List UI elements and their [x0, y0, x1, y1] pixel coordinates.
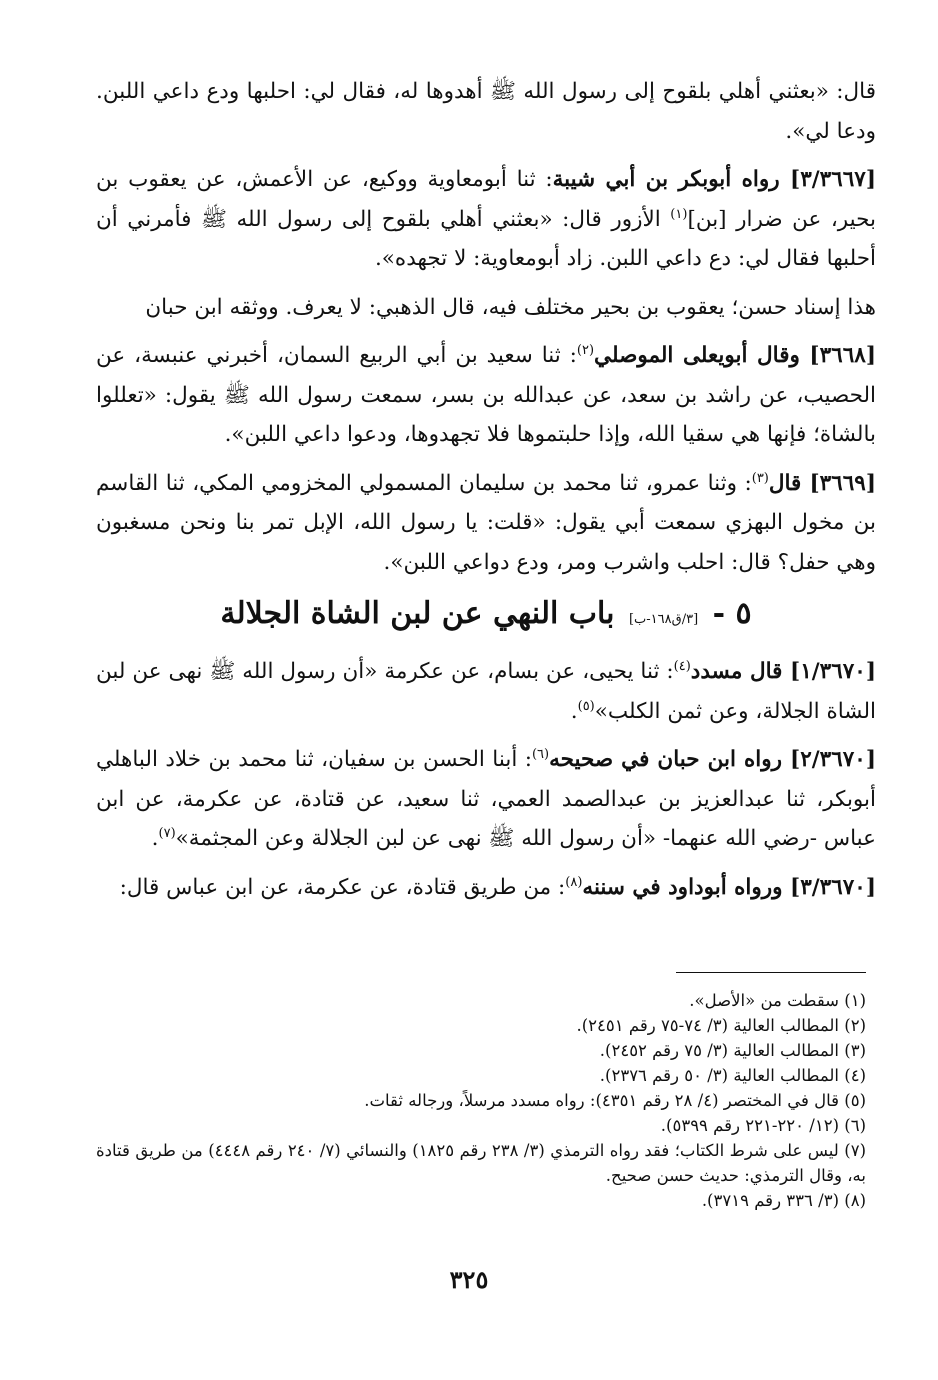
paragraph	[96, 160, 876, 279]
footnote-ref: (٦)	[531, 746, 550, 762]
chapter-heading	[96, 592, 876, 642]
footnote-ref: (٤)	[673, 658, 691, 674]
footnote-ref: (١)	[670, 206, 688, 222]
hadith-lead: [١/٣٦٧٠] قال مسدد	[690, 659, 876, 684]
paragraph-text: الأزور قال: «بعثني أهلي بلقوح إلى رسول الله ﷺ فأمرني أن أحلبها فقال لي: دع داعي اللبن. زاد أبومعاوية: لا تجهده».	[96, 206, 876, 271]
paragraph	[96, 336, 876, 455]
hadith-lead: [٢/٣٦٧٠] رواه ابن حبان في صحيحه	[549, 747, 876, 772]
footnote: (١) سقطت من «الأصل».	[689, 991, 866, 1010]
paragraph-end: .	[151, 826, 159, 851]
footnote-ref: (٢)	[576, 342, 595, 358]
footnote-ref: (٣)	[751, 470, 769, 486]
manuscript-note: [٣/ق١٦٨-ب]	[628, 612, 699, 627]
chapter-number: ٥ -	[712, 596, 752, 631]
paragraph-text: : ثنا سعيد بن أبي الربيع السمان، أخبرني عنبسة، عن الحصيب، عن راشد بن سعد، عن عبدالله بن بسر، سمعت رسول الله ﷺ يقول: «تعللوا بالشاة؛ فإنها هي سقيا الله، وإذا حلبتموها فلا تجهدوها، ودعوا داعي اللبن».	[96, 343, 876, 447]
footnote: (٨) (٣/ ٣٣٦ رقم ٣٧١٩).	[701, 1191, 866, 1210]
footnote-divider	[676, 972, 866, 973]
paragraph	[96, 464, 876, 583]
footnote-ref: (٧)	[158, 825, 176, 841]
hadith-lead: [٣٦٦٨] وقال أبويعلى الموصلي	[594, 343, 876, 368]
footnote: (٥) قال في المختصر (٤/ ٢٨ رقم ٤٣٥١): رواه مسدد مرسلاً، ورجاله ثقات.	[364, 1091, 866, 1110]
paragraph-text: : وثنا عمرو، ثنا محمد بن سليمان المسمولي المخزومي المكي، ثنا القاسم بن مخول البهزي سمعت أبي يقول: «قلت: يا رسول الله، الإبل تمر بنا ونحن مسغبون وهي حفل؟ قال: احلب واشرب ومر، ودع دواعي اللبن».	[96, 470, 876, 575]
paragraph-text: : أبنا الحسن بن سفيان، ثنا محمد بن خلاد الباهلي أبوبكر، ثنا عبدالعزيز بن عبدالصمد العمي، ثنا سعيد، عن قتادة، عن عكرمة، عن ابن عباس -رضي الله عنهما- «أن رسول الله ﷺ نهى عن لبن الجلالة وعن المجثمة»	[96, 747, 876, 851]
paragraph	[96, 72, 876, 151]
chapter-title: باب النهي عن لبن الشاة الجلالة	[220, 596, 615, 631]
paragraph-text: قال: «بعثني أهلي بلقوح إلى رسول الله ﷺ أهدوها له، فقال لي: احلبها ودع داعي اللبن. ودعا لي».	[96, 79, 876, 144]
hadith-lead: [٣٦٦٩] قال	[768, 470, 877, 496]
page-number: ٣٢٥	[449, 1265, 489, 1294]
main-text	[96, 72, 876, 916]
footnote: (٣) المطالب العالية (٣/ ٧٥ رقم ٢٤٥٢).	[599, 1041, 866, 1060]
footnote: (٢) المطالب العالية (٣/ ٧٤-٧٥ رقم ٢٤٥١).	[576, 1016, 866, 1035]
paragraph-text: : ثنا يحيى، عن بسام، عن عكرمة «أن رسول الله ﷺ نهى عن لبن الشاة الجلالة، وعن ثمن الكلب»	[96, 659, 876, 724]
paragraph-end: .	[570, 698, 578, 724]
paragraph	[96, 740, 876, 859]
footnote: (٧) ليس على شرط الكتاب؛ فقد رواه الترمذي (٣/ ٢٣٨ رقم ١٨٢٥) والنسائي (٧/ ٢٤٠ رقم ٤٤٤٨) من طريق قتادة به، وقال الترمذي: حديث حسن صحيح.	[96, 1141, 866, 1185]
paragraph	[96, 652, 876, 731]
paragraph-text: : من طريق قتادة، عن عكرمة، عن ابن عباس قال:	[119, 874, 566, 900]
hadith-lead: [٣/٣٦٦٧] رواه أبوبكر بن أبي شيبة	[552, 167, 876, 192]
hadith-lead: [٣/٣٦٧٠] ورواه أبوداود في سننه	[582, 874, 876, 900]
footnote-ref: (٥)	[577, 698, 595, 714]
footnotes	[96, 988, 866, 1213]
footnote-ref: (٨)	[565, 874, 583, 890]
paragraph-text: : ثنا أبومعاوية ووكيع، عن الأعمش، عن يعقوب بن بحير، عن ضرار [بن]	[96, 167, 876, 232]
footnote: (٤) المطالب العالية (٣/ ٥٠ رقم ٢٣٧٦).	[599, 1066, 866, 1085]
paragraph-commentary	[96, 288, 876, 328]
footnote: (٦) (١٢/ ٢٢٠-٢٢١ رقم ٥٣٩٩).	[660, 1116, 866, 1135]
paragraph	[96, 868, 876, 908]
paragraph-text: هذا إسناد حسن؛ يعقوب بن بحير مختلف فيه، قال الذهبي: لا يعرف. ووثقه ابن حبان	[145, 294, 876, 320]
